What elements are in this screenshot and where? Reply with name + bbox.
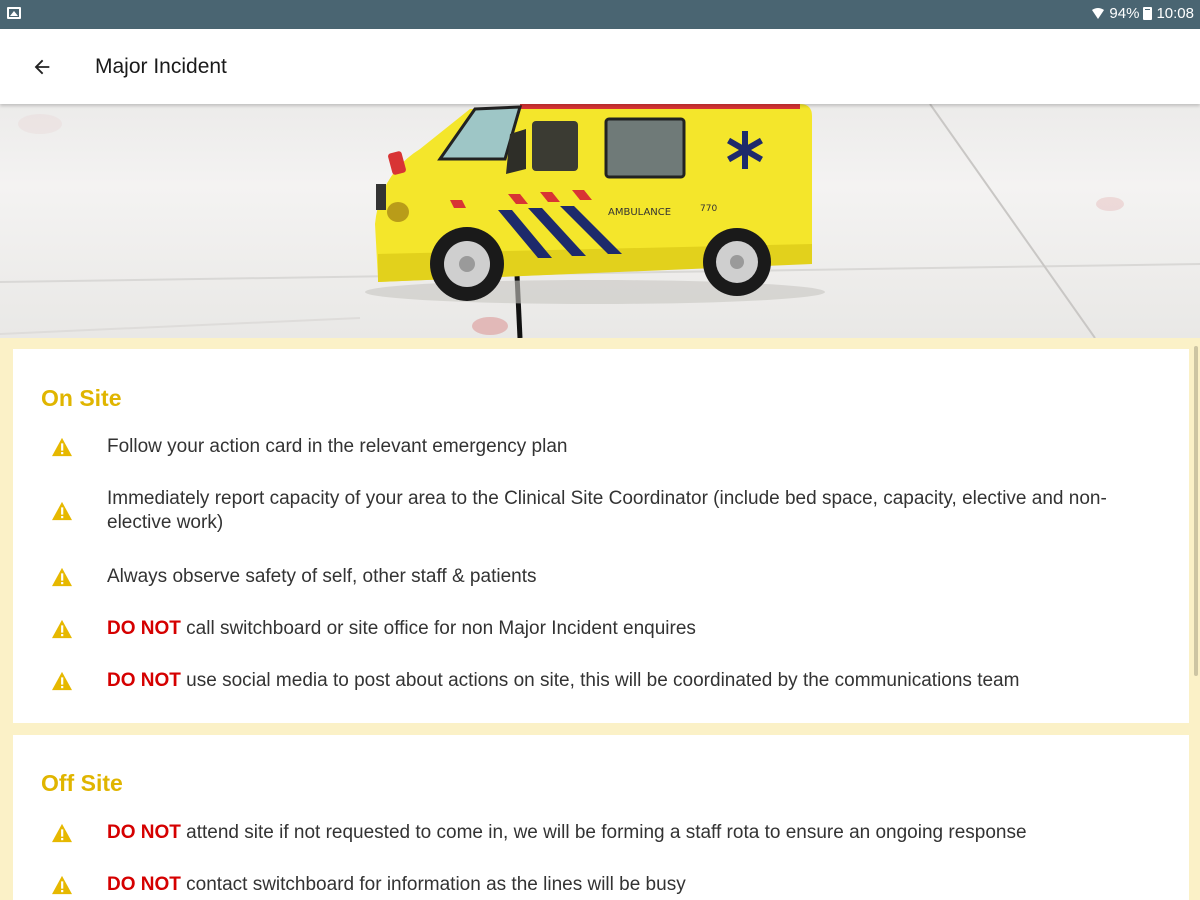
warning-triangle-icon: [51, 567, 73, 587]
on-site-heading: On Site: [41, 385, 122, 411]
wifi-icon: [1091, 7, 1105, 21]
clock: 10:08: [1156, 5, 1194, 22]
warning-triangle-icon: [51, 437, 73, 457]
image-icon: [7, 7, 21, 19]
do-not-label: DO NOT: [107, 822, 181, 843]
warning-triangle-icon: [51, 671, 73, 691]
do-not-label: DO NOT: [107, 670, 181, 691]
hero-image: [0, 104, 1200, 338]
list-item-text: DO NOT use social media to post about actions on site, this will be coordinated by the communications team: [107, 670, 1020, 691]
back-button[interactable]: [22, 47, 62, 87]
warning-triangle-icon: [51, 875, 73, 895]
list-item-text: Follow your action card in the relevant emergency plan: [107, 436, 568, 457]
vehicle-label: AMBULANCE: [608, 207, 672, 218]
list-item-text: Always observe safety of self, other staff & patients: [107, 566, 537, 587]
do-not-label: DO NOT: [107, 874, 181, 895]
arrow-left-icon: [31, 56, 53, 78]
off-site-heading: Off Site: [41, 770, 123, 796]
list-item-text: Immediately report capacity of your area to the Clinical Site Coordinator (include bed space, capacity, elective and non-elective work): [107, 488, 1107, 533]
status-bar: [0, 0, 1200, 29]
ambulance-illustration: [0, 104, 1200, 338]
page-title: Major Incident: [95, 55, 227, 78]
list-item-text: DO NOT call switchboard or site office for non Major Incident enquires: [107, 618, 696, 639]
warning-triangle-icon: [51, 619, 73, 639]
scrollbar[interactable]: [1194, 346, 1198, 676]
warning-triangle-icon: [51, 823, 73, 843]
do-not-label: DO NOT: [107, 618, 181, 639]
battery-percent: 94%: [1109, 5, 1140, 22]
off-site-card: [13, 735, 1189, 900]
vehicle-number: 770: [700, 204, 718, 214]
warning-triangle-icon: [51, 501, 73, 521]
list-item-text: DO NOT contact switchboard for information as the lines will be busy: [107, 874, 686, 895]
battery-icon: [1143, 7, 1152, 20]
on-site-card: [13, 349, 1189, 723]
status-right: [1091, 5, 1194, 22]
list-item-text: DO NOT attend site if not requested to come in, we will be forming a staff rota to ensure an ongoing response: [107, 822, 1027, 843]
app-bar: [0, 29, 1200, 104]
